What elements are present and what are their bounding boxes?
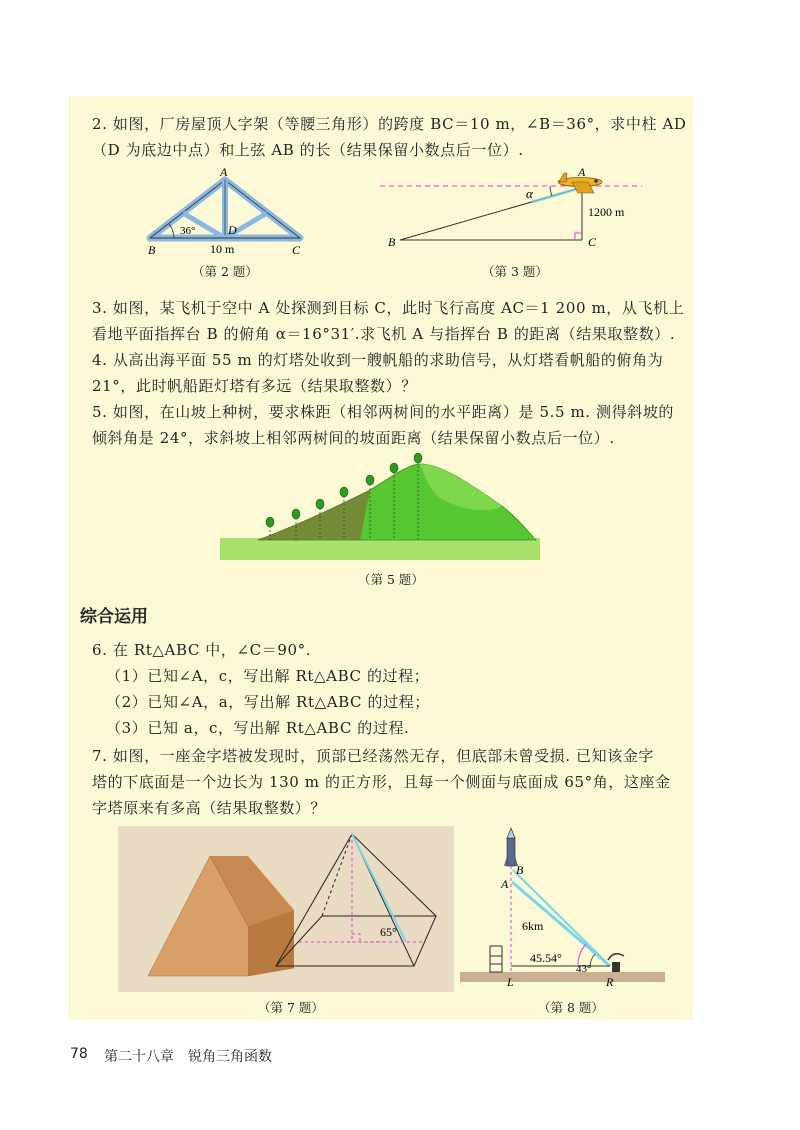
rocket-label-R: R [606, 975, 614, 989]
truss-label-C: C [292, 243, 301, 257]
alpha-arc [550, 186, 552, 196]
figure-5-caption: （第 5 题） [358, 572, 424, 587]
problem-6-line-1: 6. 在 Rt△ABC 中，∠C＝90°. [92, 641, 312, 659]
problem-7-line-1: 7. 如图，一座金字塔被发现时，顶部已经荡然无存，但底部未曾受损. 已知该金字 [92, 747, 655, 765]
figure-5-hill [220, 450, 542, 566]
problem-5-line-2: 倾斜角是 24°，求斜坡上相邻两树间的坡面距离（结果保留小数点后一位）. [92, 429, 615, 447]
chapter-title: 第二十八章 锐角三角函数 [104, 1049, 272, 1065]
ground-strip [460, 972, 665, 982]
problem-3-line-1: 3. 如图，某飞机于空中 A 处探测到目标 C，此时飞行高度 AC＝1 200 m，从飞机上 [92, 299, 685, 317]
page-number: 78 [70, 1046, 88, 1062]
figure-8-rocket [460, 826, 670, 992]
airplane-label-C: C [588, 235, 597, 249]
ground-strip [220, 538, 540, 560]
truss-label-B: B [148, 243, 156, 257]
rocket-icon [504, 828, 518, 866]
figure-7-caption: （第 7 题） [258, 1000, 324, 1015]
problem-3-line-2: 看地平面指挥台 B 的俯角 α＝16°31′.求飞机 A 与指挥台 B 的距离（结果取整数）. [92, 325, 676, 343]
problem-2-line-2: （D 为底边中点）和上弦 AB 的长（结果保留小数点后一位）. [92, 141, 524, 159]
line-of-sight-glow [532, 188, 580, 202]
rocket-distance: 6km [522, 919, 544, 933]
figure-3-airplane [380, 166, 650, 262]
figure-2-caption: （第 2 题） [192, 264, 258, 279]
problem-4-line-1: 4. 从高出海平面 55 m 的灯塔处收到一艘帆船的求助信号，从灯塔看帆船的俯角为 [92, 351, 664, 369]
problem-7-line-2: 塔的下底面是一个边长为 130 m 的正方形，且每一个侧面与底面成 65°角，这座金 [92, 773, 671, 791]
hill-shadow [258, 490, 370, 540]
rocket-angle-2: 43° [576, 963, 592, 975]
radar-dish-icon [608, 954, 624, 972]
problem-6-sub-2: （2）已知∠A，a，写出解 Rt△ABC 的过程； [106, 693, 430, 711]
truss-label-A: A [220, 168, 228, 179]
problem-6-sub-1: （1）已知∠A，c，写出解 Rt△ABC 的过程； [106, 667, 430, 685]
airplane-height: 1200 m [588, 205, 625, 219]
rocket-label-A: A [501, 877, 509, 891]
section-title: 综合运用 [80, 607, 148, 627]
problem-5-line-1: 5. 如图，在山坡上种树，要求株距（相邻两树间的水平距离）是 5.5 m. 测得斜坡的 [92, 403, 675, 421]
problem-7-line-3: 字塔原来有多高（结果取整数）？ [92, 799, 327, 817]
rocket-label-L: L [507, 975, 514, 989]
problem-6-sub-3: （3）已知 a，c，写出解 Rt△ABC 的过程. [106, 719, 410, 737]
figure-3-caption: （第 3 题） [482, 264, 548, 279]
truss-angle: 36° [180, 225, 196, 237]
right-angle-mark [575, 233, 582, 240]
truss-label-D: D [228, 223, 237, 237]
rocket-label-B: B [516, 863, 524, 877]
pyramid-angle: 65° [380, 925, 397, 939]
airplane-label-A: A [578, 166, 586, 179]
launch-tower-icon [490, 946, 502, 972]
figure-7-pyramid [118, 826, 454, 992]
problem-2-line-1: 2. 如图，厂房屋顶人字架（等腰三角形）的跨度 BC＝10 m，∠B＝36°，求中柱 AD [92, 115, 687, 133]
problem-4-line-2: 21°，此时帆船距灯塔有多远（结果取整数）？ [92, 377, 417, 395]
figure-8-caption: （第 8 题） [538, 1000, 604, 1015]
truss-span: 10 m [210, 242, 235, 256]
airplane-label-B: B [388, 235, 396, 249]
rocket-angle-1: 45.54° [530, 951, 562, 965]
airplane-alpha: α [526, 186, 533, 201]
